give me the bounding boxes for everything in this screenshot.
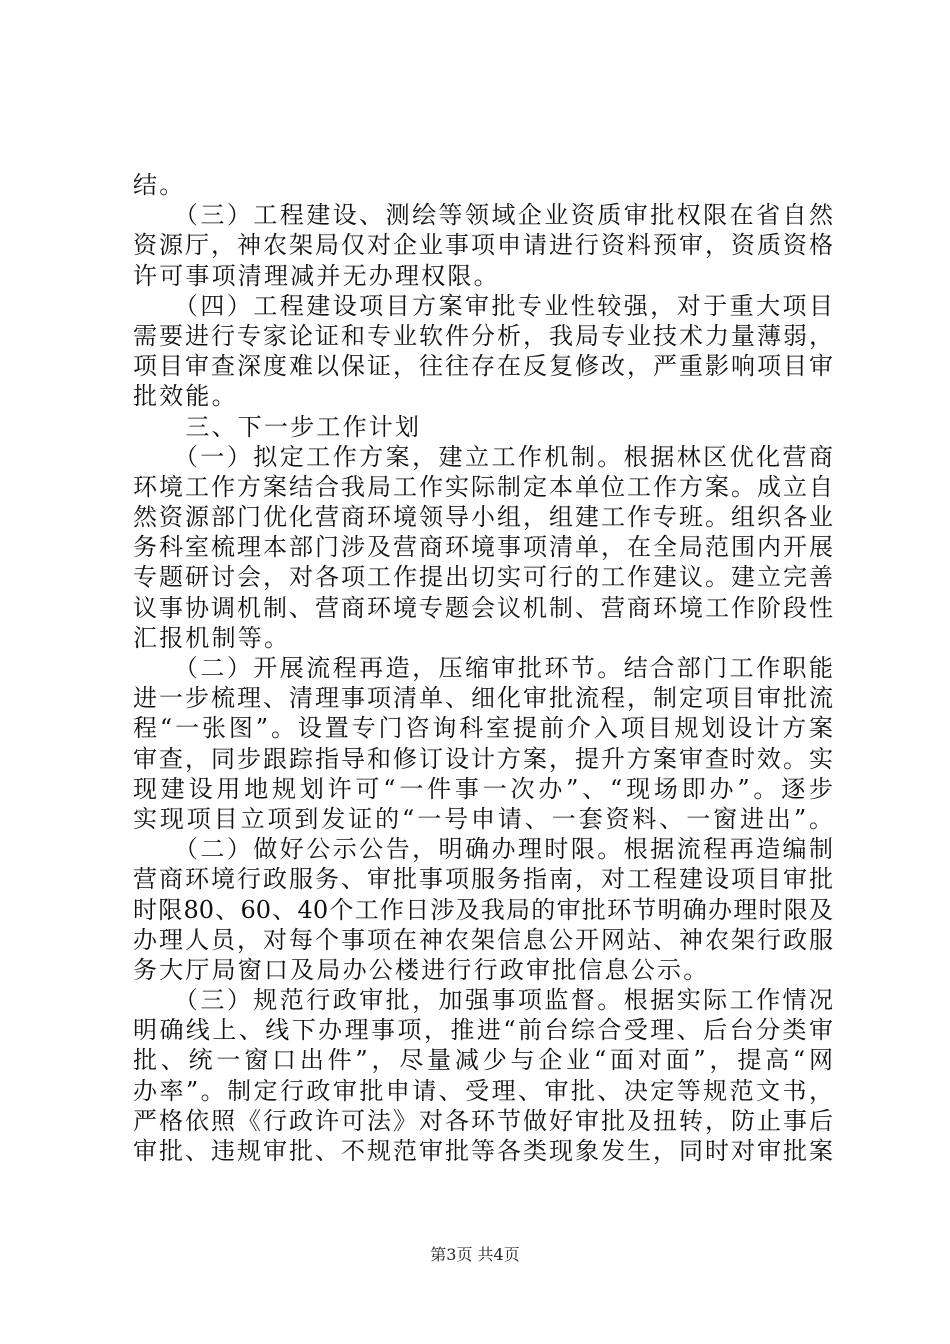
text-line: 结。 bbox=[133, 171, 186, 199]
text-line: 时限80、60、40个工作日涉及我局的审批环节明确办理时限及 bbox=[133, 895, 833, 924]
text-line: 办理人员，对每个事项在神农架信息公开网站、神农架行政服 bbox=[133, 925, 833, 954]
text-line: 严格依照《行政许可法》对各环节做好审批及扭转，防止事后 bbox=[133, 1106, 833, 1135]
text-line: 需要进行专家论证和专业软件分析，我局专业技术力量薄弱， bbox=[133, 321, 833, 350]
text-line: （二）开展流程再造，压缩审批环节。结合部门工作职能 bbox=[133, 654, 833, 682]
text-line: 许可事项清理减并无办理权限。 bbox=[133, 261, 500, 290]
text-line: 营商环境行政服务、审批事项服务指南，对工程建设项目审批 bbox=[133, 865, 833, 894]
text-line: 审查，同步跟踪指导和修订设计方案，提升方案审查时效。实 bbox=[133, 744, 833, 773]
text-line: 议事协调机制、营商环境专题会议机制、营商环境工作阶段性 bbox=[133, 593, 833, 622]
text-line: 然资源部门优化营商环境领导小组，组建工作专班。组织各业 bbox=[133, 503, 833, 532]
text-line: 审批、违规审批、不规范审批等各类现象发生，同时对审批案 bbox=[133, 1137, 833, 1165]
text-line: 办率”。制定行政审批申请、受理、审批、决定等规范文书， bbox=[133, 1076, 833, 1105]
page-footer: 第3页 共4页 bbox=[430, 1245, 520, 1264]
text-line: （三）工程建设、测绘等领域企业资质审批权限在省自然 bbox=[133, 201, 833, 230]
text-line: 批、统一窗口出件”，尽量减少与企业“面对面”，提高“网 bbox=[133, 1046, 833, 1075]
text-line: 项目审查深度难以保证，往往存在反复修改，严重影响项目审 bbox=[133, 352, 833, 381]
text-line: 汇报机制等。 bbox=[133, 623, 291, 652]
text-line: 程“一张图”。设置专门咨询科室提前介入项目规划设计方案 bbox=[133, 714, 833, 743]
text-line: 专题研讨会，对各项工作提出切实可行的工作建议。建立完善 bbox=[133, 563, 833, 592]
text-line: 务科室梳理本部门涉及营商环境事项清单，在全局范围内开展 bbox=[133, 533, 833, 562]
text-line: 明确线上、线下办理事项，推进“前台综合受理、后台分类审 bbox=[133, 1016, 833, 1045]
text-line: 进一步梳理、清理事项清单、细化审批流程，制定项目审批流 bbox=[133, 684, 833, 713]
text-line: （四）工程建设项目方案审批专业性较强，对于重大项目 bbox=[133, 291, 833, 320]
text-line: （三）规范行政审批，加强事项监督。根据实际工作情况 bbox=[133, 986, 833, 1015]
text-line: 务大厅局窗口及局办公楼进行行政审批信息公示。 bbox=[133, 955, 710, 984]
text-line: 资源厅，神农架局仅对企业事项申请进行资料预审，资质资格 bbox=[133, 231, 833, 260]
text-line: 实现项目立项到发证的“一号申请、一套资料、一窗进出”。 bbox=[133, 804, 833, 833]
document-body bbox=[133, 170, 833, 1166]
text-line: （一）拟定工作方案，建立工作机制。根据林区优化营商 bbox=[133, 442, 833, 471]
text-line: 环境工作方案结合我局工作实际制定本单位工作方案。成立自 bbox=[133, 472, 833, 501]
text-line: （二）做好公示公告，明确办理时限。根据流程再造编制 bbox=[133, 835, 833, 864]
text-line: 批效能。 bbox=[133, 382, 238, 411]
text-line: 现建设用地规划许可“一件事一次办”、“现场即办”。逐步 bbox=[133, 774, 833, 803]
text-line: 三、下一步工作计划 bbox=[133, 412, 422, 441]
